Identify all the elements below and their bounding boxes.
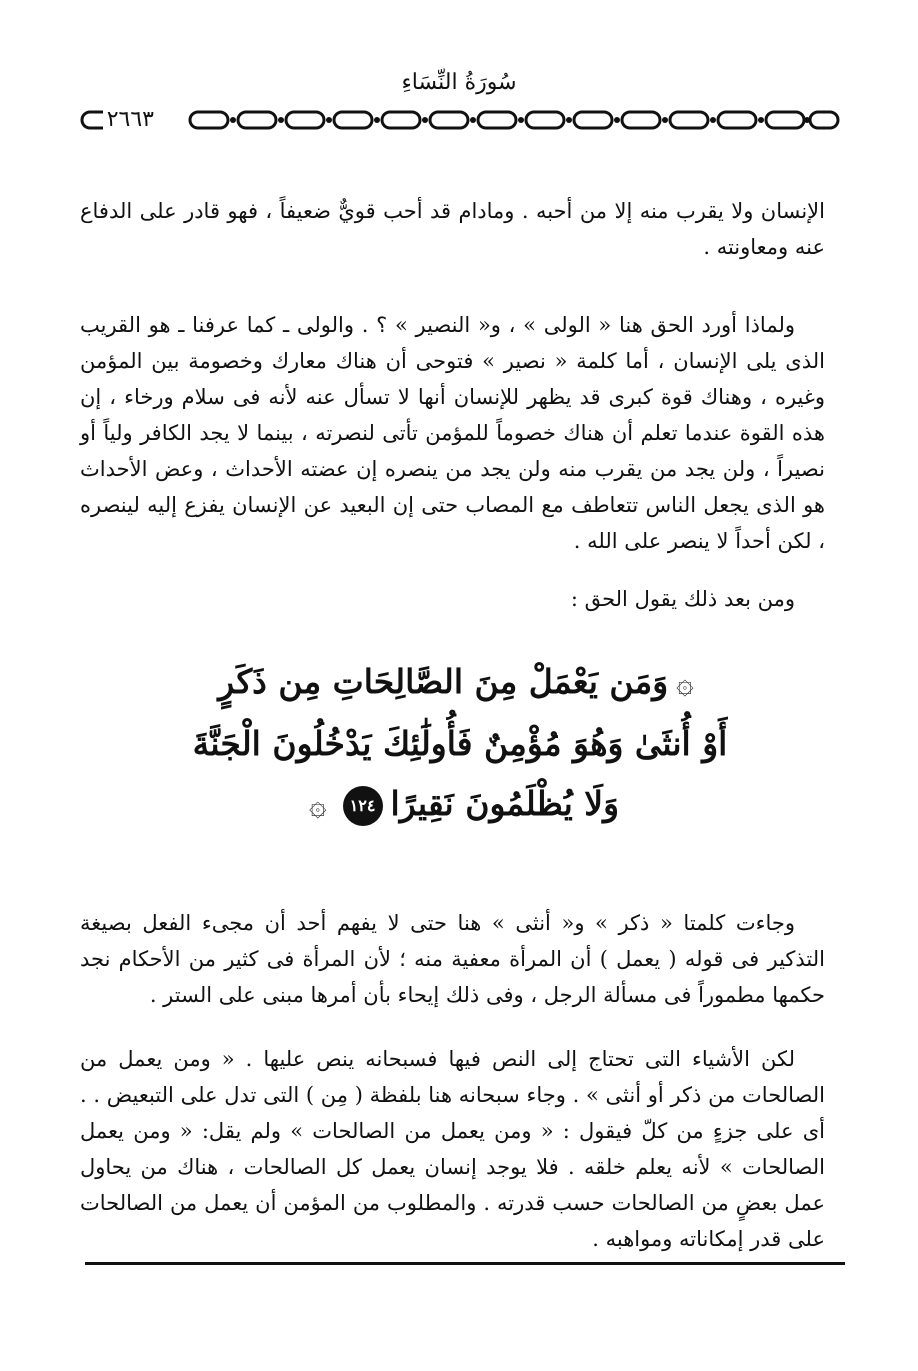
paragraph-1: الإنسان ولا يقرب منه إلا من أحبه . ومادام قد أحب قويٌّ ضعيفاً ، فهو قادر على الدفاع عنه ومعاونته .: [80, 199, 825, 259]
surah-title: سُورَةُ النِّسَاءِ: [401, 70, 517, 95]
footer-divider: [85, 1262, 845, 1265]
verse-text-1: وَمَن يَعْمَلْ مِنَ الصَّالِحَاتِ مِن ذَكَرٍ: [218, 662, 669, 701]
paragraph-4: وجاءت كلمتا « ذكر » و« أنثى » هنا حتى لا يفهم أحد أن مجىء الفعل بصيغة التذكير فى قوله ( يعمل ) أن المرأة معفية منه ؛ لأن المرأة فى كثير من الأحكام نجد حكمها مطموراً فى مسألة الرجل ، وفى ذلك إيحاء بأن أمرها مبنى على الستر .: [80, 911, 825, 1007]
verse-close-ornament-icon: ۞: [308, 788, 327, 823]
verse-line-2: أَوْ أُنثَىٰ وَهُوَ مُؤْمِنٌ فَأُولَٰئِكَ يَدْخُلُونَ الْجَنَّةَ: [192, 724, 728, 763]
verse-text-3: وَلَا يُظْلَمُونَ نَقِيرًا: [390, 784, 620, 823]
verse-open-ornament-icon: ۞: [676, 666, 694, 701]
page-number: ٢٦٦٣: [103, 104, 158, 136]
paragraph-3: ومن بعد ذلك يقول الحق :: [570, 587, 795, 611]
paragraph-5: لكن الأشياء التى تحتاج إلى النص فيها فسبحانه ينص عليها . « ومن يعمل من الصالحات من ذكر أو أنثى » . وجاء سبحانه هنا بلفظة ( مِن ) التى تدل على التبعيض . . أى على جزءٍ من كلّ فيقول : « ومن يعمل من الصالحات » ولم يقل: « ومن يعمل الصالحات » لأنه يعلم خلقه . فلا يوجد إنسان يعمل كل الصالحات ، هناك من يحاول عمل بعضٍ من الصالحات حسب قدرته . والمطلوب من المؤمن أن يعمل من الصالحات على قدر إمكاناته ومواهبه .: [80, 1047, 825, 1251]
header-ornament-row: [80, 104, 840, 136]
paragraph-2: ولماذا أورد الحق هنا « الولى » ، و« النصير » ؟ . والولى ـ كما عرفنا ـ هو القريب الذى يلى الإنسان ، أما كلمة « نصير » فتوحى أن هناك معارك وخصومة بين المؤمن وغيره ، وهناك قوة كبرى قد يظهر للإنسان أنها لا تسأل عنه لأنه فى سلام ورخاء ، إن هذه القوة عندما تعلم أن هناك خصوماً للمؤمن تأتى لنصرته ، بينما لا يجد الكافر ولياً أو نصيراً ، ولن يجد من يقرب منه ولن يجد من ينصره إن عضته الأحداث ، وعض الأحداث هو الذى يجعل الناس تتعاطف مع المصاب حتى إن البعيد عن الإنسان يفزع إليه لينصره ، لكن أحداً لا ينصر على الله .: [80, 313, 825, 553]
verse-line-3: [80, 774, 840, 836]
ayah-number-badge: ١٢٤: [343, 786, 383, 826]
quran-verse: [80, 652, 840, 836]
verse-line-1: [80, 652, 840, 714]
chain-ornament-icon: [80, 104, 840, 136]
